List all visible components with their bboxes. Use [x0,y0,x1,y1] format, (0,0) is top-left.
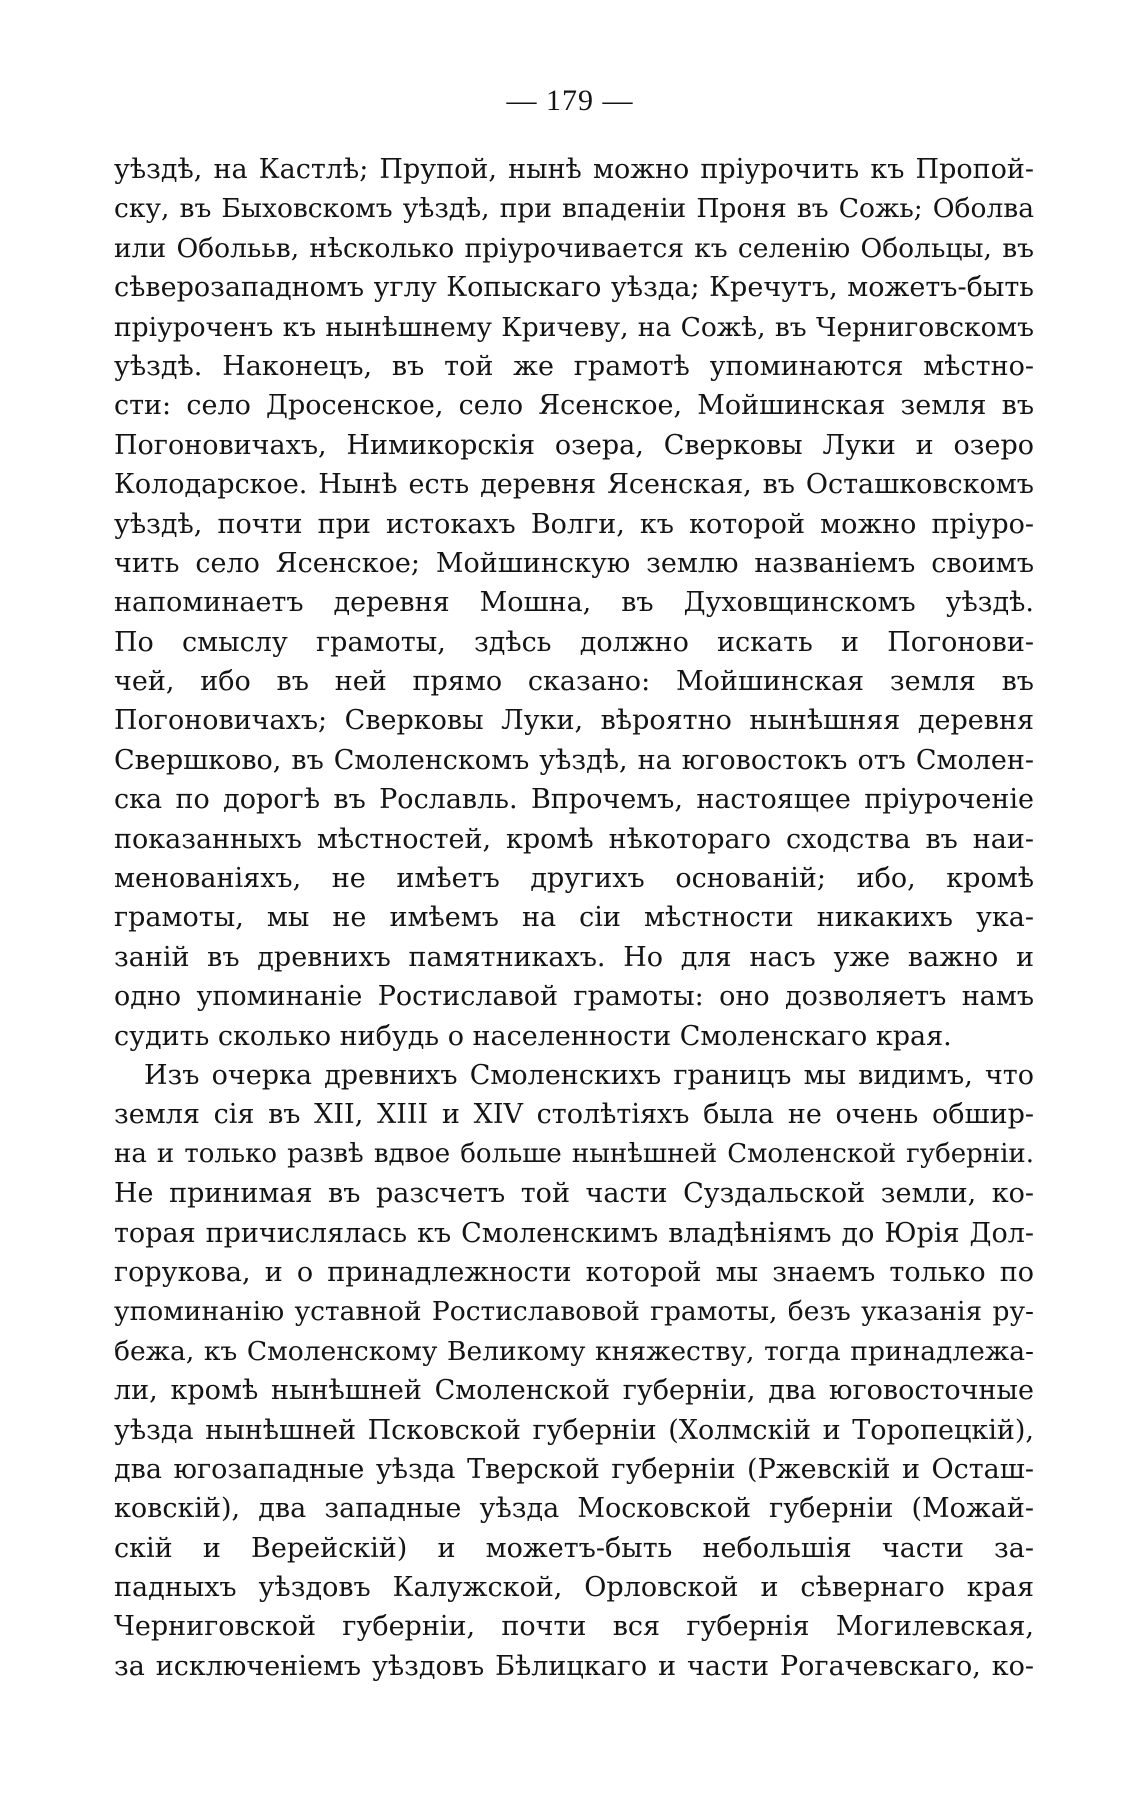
text-line: два югозападные уѣзда Тверской губерніи (Ржевскій и Осташ- [114,1453,1034,1485]
page-number: — 179 — [506,84,634,117]
text-line: чить село Ясенское; Мойшинскую землю названіемъ своимъ [114,547,1034,579]
text-line: упоминанію уставной Ростиславовой грамоты, безъ указанія ру- [114,1296,1034,1328]
text-line: уѣзда нынѣшней Псковской губерніи (Холмскій и Торопецкій), [114,1414,1034,1446]
text-line: уѣздѣ, почти при истокахъ Волги, къ которой можно пріуро- [114,508,1034,540]
text-line: показанныхъ мѣстностей, кромѣ нѣкотораго сходства въ наи- [114,823,1034,855]
text-line: Колодарское. Нынѣ есть деревня Ясенская, въ Осташковскомъ [114,469,1034,501]
text-line: падныхъ уѣздовъ Калужской, Орловской и сѣвернаго края [114,1572,1034,1604]
text-line: уѣздѣ. Наконецъ, въ той же грамотѣ упоминаются мѣстно- [114,350,1034,382]
text-line: торая причислялась къ Смоленскимъ владѣніямъ до Юрія Дол- [114,1217,1034,1249]
text-line: земля сія въ XII, XIII и XIV столѣтіяхъ была не очень обшир- [114,1099,1034,1131]
text-line: одно упоминаніе Ростиславой грамоты: оно дозволяетъ намъ [114,981,1034,1013]
text-line: скій и Верейскій) и можетъ-быть небольшія части за- [114,1532,1034,1564]
text-line: По смыслу грамоты, здѣсь должно искать и Погонови- [114,626,1034,658]
text-line: Черниговской губерніи, почти вся губернія Могилевская, [114,1611,1034,1643]
text-line: или Оболььв, нѣсколько пріурочивается къ селенію Обольцы, въ [114,232,1034,264]
text-line: ковскій), два западные уѣзда Московской губерніи (Можай- [114,1493,1034,1525]
text-line: сѣверозападномъ углу Копыскаго уѣзда; Кречутъ, можетъ-быть [114,272,1034,304]
body-text [114,150,1034,1686]
text-line: ли, кромѣ нынѣшней Смоленской губерніи, два юговосточные [114,1375,1034,1407]
text-line: Изъ очерка древнихъ Смоленскихъ границъ мы видимъ, что [144,1059,1034,1091]
text-line: Свершково, въ Смоленскомъ уѣздѣ, на юговостокъ отъ Смолен- [114,744,1034,776]
text-line: грамоты, мы не имѣемъ на сіи мѣстности никакихъ ука- [114,902,1034,934]
text-line: Погоновичахъ; Сверковы Луки, вѣроятно нынѣшняя деревня [114,705,1034,737]
text-line: Не принимая въ разсчетъ той части Суздальской земли, ко- [114,1178,1034,1210]
text-line: менованіяхъ, не имѣетъ другихъ основаній; ибо, кромѣ [114,863,1034,895]
text-line: заній въ древнихъ памятникахъ. Но для насъ уже важно и [114,941,1034,973]
text-line: чей, ибо въ ней прямо сказано: Мойшинская земля въ [114,666,1034,698]
text-line: горукова, и о принадлежности которой мы знаемъ только по [114,1256,1034,1288]
text-line: на и только развѣ вдвое больше нынѣшней Смоленской губерніи. [114,1138,1034,1169]
text-line: ска по дорогѣ въ Рославль. Впрочемъ, настоящее пріуроченіе [114,784,1034,816]
text-line: уѣздѣ, на Кастлѣ; Прупой, нынѣ можно пріурочить къ Пропой- [114,154,1034,185]
text-line: судить сколько нибудь о населенности Смоленскаго края. [114,1020,952,1052]
text-line: пріуроченъ къ нынѣшнему Кричеву, на Сожѣ, въ Черниговскомъ [114,311,1034,343]
text-line: за исключеніемъ уѣздовъ Бѣлицкаго и части Рогачевскаго, ко- [114,1650,1034,1682]
text-line: сти: село Дросенское, село Ясенское, Мойшинская земля въ [114,390,1034,422]
text-line: ску, въ Быховскомъ уѣздѣ, при впаденіи Проня въ Сожь; Оболва [114,193,1034,225]
text-line: Погоновичахъ, Нимикорскія озера, Сверковы Луки и озеро [114,429,1034,461]
text-line: напоминаетъ деревня Мошна, въ Духовщинскомъ уѣздѣ. [114,587,1034,619]
text-line: бежа, къ Смоленскому Великому княжеству, тогда принадлежа- [114,1335,1034,1367]
